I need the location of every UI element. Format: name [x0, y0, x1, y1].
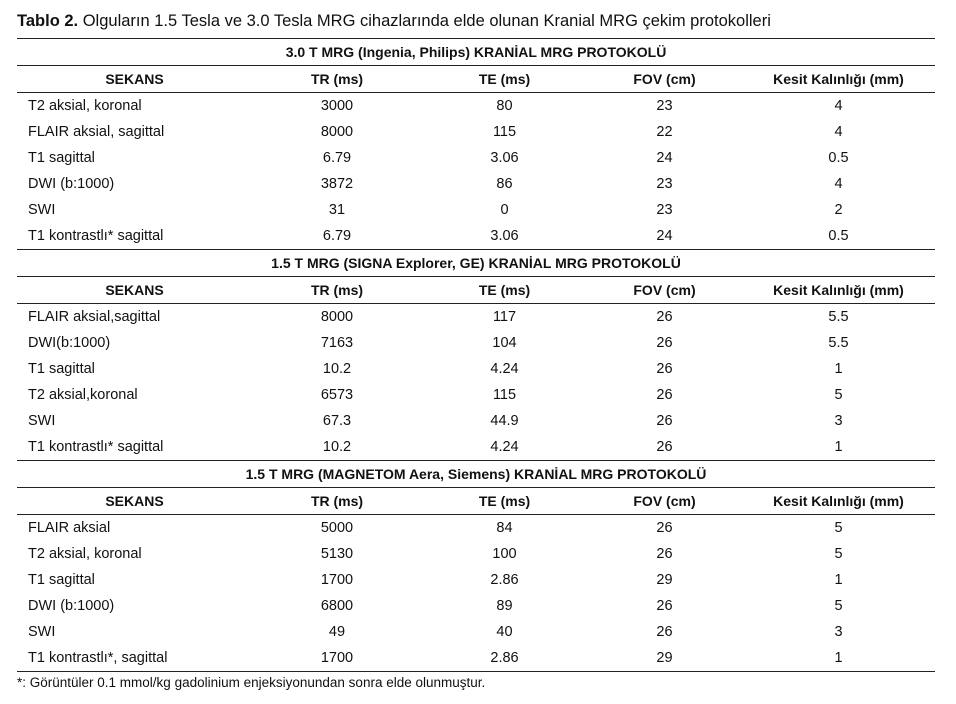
table-row	[17, 356, 935, 382]
sequence-cell: DWI(b:1000)	[28, 335, 111, 351]
slice-thickness-cell: 1	[742, 645, 935, 672]
te-cell: 84	[496, 520, 513, 536]
te-cell: 0	[500, 202, 509, 218]
tr-cell: 8000	[320, 309, 354, 325]
fov-cell: 29	[587, 645, 742, 672]
tr-cell: 5130	[320, 546, 354, 562]
column-header: TE (ms)	[422, 66, 587, 93]
tr-cell: 67.3	[322, 413, 352, 429]
te-cell: 80	[496, 98, 513, 114]
column-header: FOV (cm)	[587, 66, 742, 93]
sequence-cell: T1 sagittal	[28, 361, 95, 377]
fov-cell: 26	[587, 434, 742, 461]
tr-cell: 1700	[252, 645, 422, 672]
column-header-row	[17, 277, 935, 304]
sequence-cell: SWI	[28, 413, 56, 429]
tr-cell: 3000	[320, 98, 354, 114]
fov-cell: 23	[656, 98, 673, 114]
column-header: TE (ms)	[422, 488, 587, 515]
column-header: SEKANS	[17, 66, 252, 93]
sequence-cell: FLAIR aksial	[28, 520, 111, 536]
fov-cell: 24	[587, 223, 742, 250]
column-header: FOV (cm)	[587, 277, 742, 304]
slice-thickness-cell: 0.5	[828, 150, 849, 166]
te-cell: 2.86	[422, 645, 587, 672]
tr-cell: 6800	[320, 598, 354, 614]
te-cell: 100	[492, 546, 517, 562]
column-header: SEKANS	[17, 277, 252, 304]
sequence-cell: T2 aksial, koronal	[28, 98, 142, 114]
section-title-row	[17, 39, 935, 66]
tr-cell: 8000	[320, 124, 354, 140]
column-header: Kesit Kalınlığı (mm)	[742, 488, 935, 515]
column-header: SEKANS	[17, 488, 252, 515]
column-header: Kesit Kalınlığı (mm)	[742, 277, 935, 304]
table-row	[17, 515, 935, 542]
fov-cell: 26	[656, 520, 673, 536]
slice-thickness-cell: 1	[834, 572, 843, 588]
table-row	[17, 145, 935, 171]
table-row	[17, 434, 935, 461]
te-cell: 86	[496, 176, 513, 192]
fov-cell: 26	[656, 309, 673, 325]
sequence-cell: SWI	[28, 624, 56, 640]
table-row	[17, 567, 935, 593]
section-title: 1.5 T MRG (SIGNA Explorer, GE) KRANİAL MRG PROTOKOLÜ	[17, 250, 935, 277]
sequence-cell: DWI (b:1000)	[28, 176, 115, 192]
protocol-table	[17, 38, 935, 672]
fov-cell: 26	[656, 413, 673, 429]
column-header-row	[17, 488, 935, 515]
table-row	[17, 119, 935, 145]
sequence-cell: T1 kontrastlı* sagittal	[17, 434, 252, 461]
tr-cell: 7163	[320, 335, 354, 351]
tr-cell: 5000	[320, 520, 354, 536]
te-cell: 117	[492, 309, 517, 325]
column-header-row	[17, 66, 935, 93]
protocol-table-body	[17, 39, 935, 672]
fov-cell: 26	[656, 335, 673, 351]
sequence-cell: T2 aksial, koronal	[28, 546, 142, 562]
caption-text: Olguların 1.5 Tesla ve 3.0 Tesla MRG cihazlarında elde olunan Kranial MRG çekim protokolleri	[82, 12, 771, 30]
table-row	[17, 330, 935, 356]
tr-cell: 6573	[320, 387, 354, 403]
fov-cell: 26	[656, 546, 673, 562]
section-title-row	[17, 250, 935, 277]
section-title: 3.0 T MRG (Ingenia, Philips) KRANİAL MRG PROTOKOLÜ	[17, 39, 935, 66]
column-header: Kesit Kalınlığı (mm)	[742, 66, 935, 93]
fov-cell: 26	[656, 387, 673, 403]
sequence-cell: T1 sagittal	[28, 150, 95, 166]
fov-cell: 23	[656, 202, 673, 218]
table-row	[17, 645, 935, 672]
slice-thickness-cell: 5.5	[828, 309, 849, 325]
table-row	[17, 408, 935, 434]
sequence-cell: T2 aksial,koronal	[28, 387, 138, 403]
slice-thickness-cell: 5	[834, 387, 843, 403]
fov-cell: 29	[656, 572, 673, 588]
table-row	[17, 223, 935, 250]
fov-cell: 26	[656, 598, 673, 614]
sequence-cell: SWI	[28, 202, 56, 218]
fov-cell: 26	[656, 624, 673, 640]
te-cell: 4.24	[490, 361, 519, 377]
slice-thickness-cell: 3	[834, 624, 843, 640]
tr-cell: 10.2	[322, 361, 352, 377]
slice-thickness-cell: 3	[834, 413, 843, 429]
slice-thickness-cell: 5	[834, 598, 843, 614]
table-row	[17, 93, 935, 120]
table-row	[17, 619, 935, 645]
te-cell: 4.24	[422, 434, 587, 461]
te-cell: 3.06	[490, 150, 519, 166]
te-cell: 89	[496, 598, 513, 614]
sequence-cell: FLAIR aksial, sagittal	[28, 124, 165, 140]
te-cell: 40	[496, 624, 513, 640]
table-row	[17, 304, 935, 331]
fov-cell: 23	[656, 176, 673, 192]
sequence-cell: T1 sagittal	[28, 572, 95, 588]
te-cell: 44.9	[490, 413, 519, 429]
fov-cell: 24	[656, 150, 673, 166]
slice-thickness-cell: 5	[834, 520, 843, 536]
column-header: TR (ms)	[252, 66, 422, 93]
slice-thickness-cell: 4	[834, 98, 843, 114]
slice-thickness-cell: 5.5	[828, 335, 849, 351]
caption-label: Tablo 2.	[17, 12, 79, 30]
table-row	[17, 593, 935, 619]
table-row	[17, 197, 935, 223]
sequence-cell: FLAIR aksial,sagittal	[28, 309, 161, 325]
slice-thickness-cell: 1	[742, 434, 935, 461]
tr-cell: 3872	[320, 176, 354, 192]
section-title-row	[17, 461, 935, 488]
column-header: TE (ms)	[422, 277, 587, 304]
slice-thickness-cell: 2	[834, 202, 843, 218]
slice-thickness-cell: 1	[834, 361, 843, 377]
sequence-cell: DWI (b:1000)	[28, 598, 115, 614]
te-cell: 115	[492, 124, 517, 140]
te-cell: 115	[492, 387, 517, 403]
sequence-cell: T1 kontrastlı*, sagittal	[17, 645, 252, 672]
tr-cell: 6.79	[252, 223, 422, 250]
tr-cell: 6.79	[322, 150, 352, 166]
fov-cell: 26	[656, 361, 673, 377]
slice-thickness-cell: 4	[834, 124, 843, 140]
table-row	[17, 171, 935, 197]
table-caption	[17, 8, 771, 34]
fov-cell: 22	[656, 124, 673, 140]
slice-thickness-cell: 5	[834, 546, 843, 562]
slice-thickness-cell: 4	[834, 176, 843, 192]
tr-cell: 10.2	[252, 434, 422, 461]
table-row	[17, 382, 935, 408]
sequence-cell: T1 kontrastlı* sagittal	[17, 223, 252, 250]
te-cell: 104	[492, 335, 517, 351]
column-header: TR (ms)	[252, 488, 422, 515]
table-footnote: *: Görüntüler 0.1 mmol/kg gadolinium enjeksiyonundan sonra elde olunmuştur.	[17, 675, 486, 690]
column-header: TR (ms)	[252, 277, 422, 304]
tr-cell: 1700	[320, 572, 354, 588]
tr-cell: 31	[328, 202, 346, 218]
section-title: 1.5 T MRG (MAGNETOM Aera, Siemens) KRANİAL MRG PROTOKOLÜ	[17, 461, 935, 488]
te-cell: 3.06	[422, 223, 587, 250]
te-cell: 2.86	[490, 572, 519, 588]
table-row	[17, 541, 935, 567]
slice-thickness-cell: 0.5	[742, 223, 935, 250]
tr-cell: 49	[328, 624, 346, 640]
column-header: FOV (cm)	[587, 488, 742, 515]
